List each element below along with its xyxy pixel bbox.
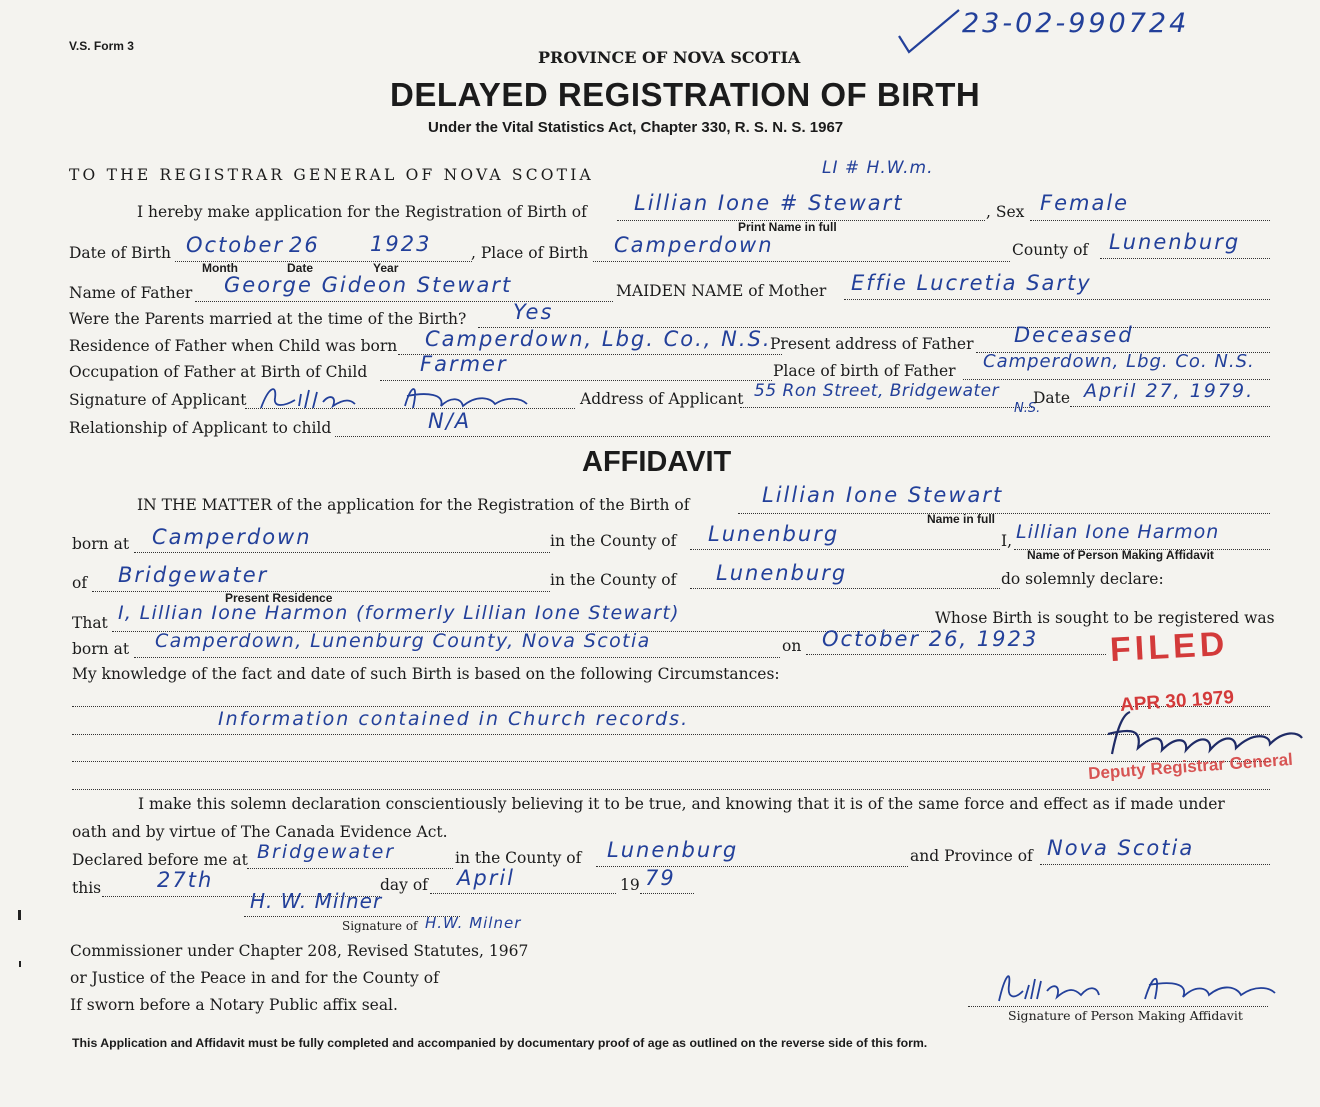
that-label: That (72, 614, 108, 632)
knowledge-label: My knowledge of the fact and date of such Birth is based on the following Circumstances: (72, 665, 780, 683)
footer-note: This Application and Affidavit must be fully completed and accompanied by documentary proof of age as outlined on the reverse side of this form. (72, 1036, 928, 1050)
province-label: and Province of (910, 847, 1033, 865)
sex-label: , Sex (986, 203, 1025, 221)
married-label: Were the Parents married at the time of the Birth? (69, 310, 467, 328)
relationship-label: Relationship of Applicant to child (69, 419, 332, 437)
form-number: V.S. Form 3 (69, 39, 134, 53)
filed-text: FILED (1109, 624, 1230, 670)
applicant-signature (255, 380, 555, 416)
born-at-label: born at (72, 535, 130, 553)
notary-label: If sworn before a Notary Public affix seal. (70, 996, 398, 1014)
dob-label: Date of Birth (69, 244, 171, 262)
day-value: 27th (157, 868, 214, 892)
matter-name: Lillian Ione Stewart (762, 483, 1004, 507)
declared-label: Declared before me at (72, 851, 248, 869)
residence-county-line (690, 588, 1000, 589)
married-value: Yes (513, 300, 554, 324)
county-value: Lunenburg (1109, 230, 1241, 254)
day-of-label: day of (380, 876, 428, 894)
father-label: Name of Father (69, 284, 193, 302)
name-full-caption: Name in full (927, 512, 996, 526)
father-birthplace-value: Camperdown, Lbg. Co. N.S. (983, 351, 1255, 372)
print-name-caption: Print Name in full (738, 220, 837, 234)
date-line (1070, 406, 1270, 407)
year-line (640, 893, 694, 894)
matter-line (738, 513, 1270, 514)
signature-of-label: Signature of (342, 919, 418, 933)
registration-number: 23-02-990724 (962, 8, 1190, 39)
mother-line (844, 299, 1270, 300)
born-place-line (134, 657, 780, 658)
addressee: TO THE REGISTRAR GENERAL OF NOVA SCOTIA (69, 166, 594, 184)
present-address-value: Deceased (1014, 323, 1134, 347)
intro-label: I hereby make application for the Registration of Birth of (137, 203, 587, 221)
circumstances-value: Information contained in Church records. (218, 708, 690, 730)
on-label: on (782, 637, 802, 655)
mother-value: Effie Lucretia Sarty (851, 271, 1092, 295)
declared-county-value: Lunenburg (607, 838, 739, 862)
residence-aff-value: Bridgewater (118, 563, 269, 587)
dob-day: 26 (289, 233, 320, 257)
registrar-title: Deputy Registrar General (1087, 749, 1294, 784)
commissioner-signature: H. W. Milner (250, 889, 383, 913)
born-at-value: Camperdown (152, 525, 312, 549)
signature-label: Signature of Applicant (69, 391, 247, 409)
affiant-signature (975, 965, 1280, 1007)
place-label: , Place of Birth (471, 244, 589, 262)
filed-date: APR 30 1979 (1119, 687, 1235, 716)
sex-line (1030, 220, 1270, 221)
date-caption: Date (287, 261, 314, 275)
act-subtitle: Under the Vital Statistics Act, Chapter 330, R. S. N. S. 1967 (428, 119, 844, 136)
declared-county-line (596, 866, 908, 867)
residence-caption: Present Residence (225, 591, 333, 605)
applicant-address: 55 Ron Street, Bridgewater (754, 381, 1000, 401)
solemn-text-1: I make this solemn declaration conscientiously believing it to be true, and knowing that it is of the same force and effect as if made under (138, 795, 1225, 813)
residence-county-value: Lunenburg (716, 561, 848, 585)
whose-label: Whose Birth is sought to be registered was (935, 609, 1275, 627)
present-address-label: Present address of Father (770, 335, 974, 353)
year-prefix: 19 (620, 876, 640, 894)
applicant-address-2: N.S. (1014, 401, 1041, 416)
matter-label: IN THE MATTER of the application for the Registration of the Birth of (137, 496, 690, 514)
affiant-caption: Name of Person Making Affidavit (1027, 548, 1214, 562)
province-line (1040, 864, 1270, 865)
commissioner-label: Commissioner under Chapter 208, Revised Statutes, 1967 (70, 942, 529, 960)
province-value: Nova Scotia (1047, 836, 1195, 860)
margin-mark (19, 961, 21, 967)
affidavit-heading: AFFIDAVIT (582, 446, 732, 478)
occupation-value: Farmer (420, 352, 508, 376)
date-value: April 27, 1979. (1084, 380, 1255, 402)
place-line (593, 261, 1010, 262)
declared-at-value: Bridgewater (257, 841, 396, 863)
declared-county-label: in the County of (455, 849, 582, 867)
born-date-value: October 26, 1923 (822, 627, 1039, 651)
county-line (1100, 258, 1270, 259)
relationship-value: N/A (428, 409, 472, 433)
year-caption: Year (373, 261, 399, 275)
in-county-value: Lunenburg (708, 522, 840, 546)
that-value: I, Lillian Ione Harmon (formerly Lillian Ione Stewart) (118, 602, 680, 624)
father-value: George Gideon Stewart (224, 273, 513, 297)
province-heading: PROVINCE OF NOVA SCOTIA (538, 48, 801, 67)
sex-value: Female (1040, 191, 1130, 215)
affiant-name: Lillian Ione Harmon (1016, 521, 1220, 543)
declare-label: do solemnly declare: (1001, 570, 1164, 588)
county-label: County of (1012, 241, 1089, 259)
margin-note: LI # H.W.m. (822, 158, 934, 178)
declared-at-line (247, 868, 453, 869)
born-date-line (806, 654, 1106, 655)
justice-label: or Justice of the Peace in and for the County of (70, 969, 439, 987)
applicant-address-label: Address of Applicant (580, 390, 744, 408)
affiant-signature-label: Signature of Person Making Affidavit (1008, 1008, 1243, 1023)
in-county-line (690, 549, 1000, 550)
check-mark (895, 6, 965, 58)
residence-label: Residence of Father when Child was born (69, 337, 398, 355)
this-label: this (72, 879, 102, 897)
month-value: April (457, 866, 515, 890)
date-label: Date (1033, 389, 1071, 407)
residence-value: Camperdown, Lbg. Co., N.S. (425, 327, 772, 351)
relationship-line (335, 436, 1270, 437)
dob-year: 1923 (370, 232, 432, 256)
occupation-label: Occupation of Father at Birth of Child (69, 363, 368, 381)
solemn-text-2: oath and by virtue of The Canada Evidence Act. (72, 823, 448, 841)
in-county-label: in the County of (550, 532, 677, 550)
month-caption: Month (202, 261, 238, 275)
born-at-label-2: born at (72, 640, 130, 658)
year-value: 79 (645, 866, 676, 890)
commissioner-name: H.W. Milner (425, 914, 522, 932)
child-name: Lillian Ione # Stewart (634, 191, 904, 215)
mother-label: MAIDEN NAME of Mother (616, 282, 827, 300)
dob-month: October (186, 233, 285, 257)
born-at-line (134, 552, 550, 553)
filed-stamp (1070, 620, 1320, 800)
month-line (430, 893, 616, 894)
applicant-address-line (740, 407, 1032, 408)
residence-county-label: in the County of (550, 571, 677, 589)
i-label: I, (1001, 532, 1013, 550)
form-title: DELAYED REGISTRATION OF BIRTH (390, 76, 981, 113)
father-birthplace-label: Place of birth of Father (773, 362, 956, 380)
margin-mark (18, 910, 21, 920)
born-place-value: Camperdown, Lunenburg County, Nova Scotia (155, 630, 651, 652)
place-value: Camperdown (614, 233, 774, 257)
of-label: of (72, 574, 88, 592)
